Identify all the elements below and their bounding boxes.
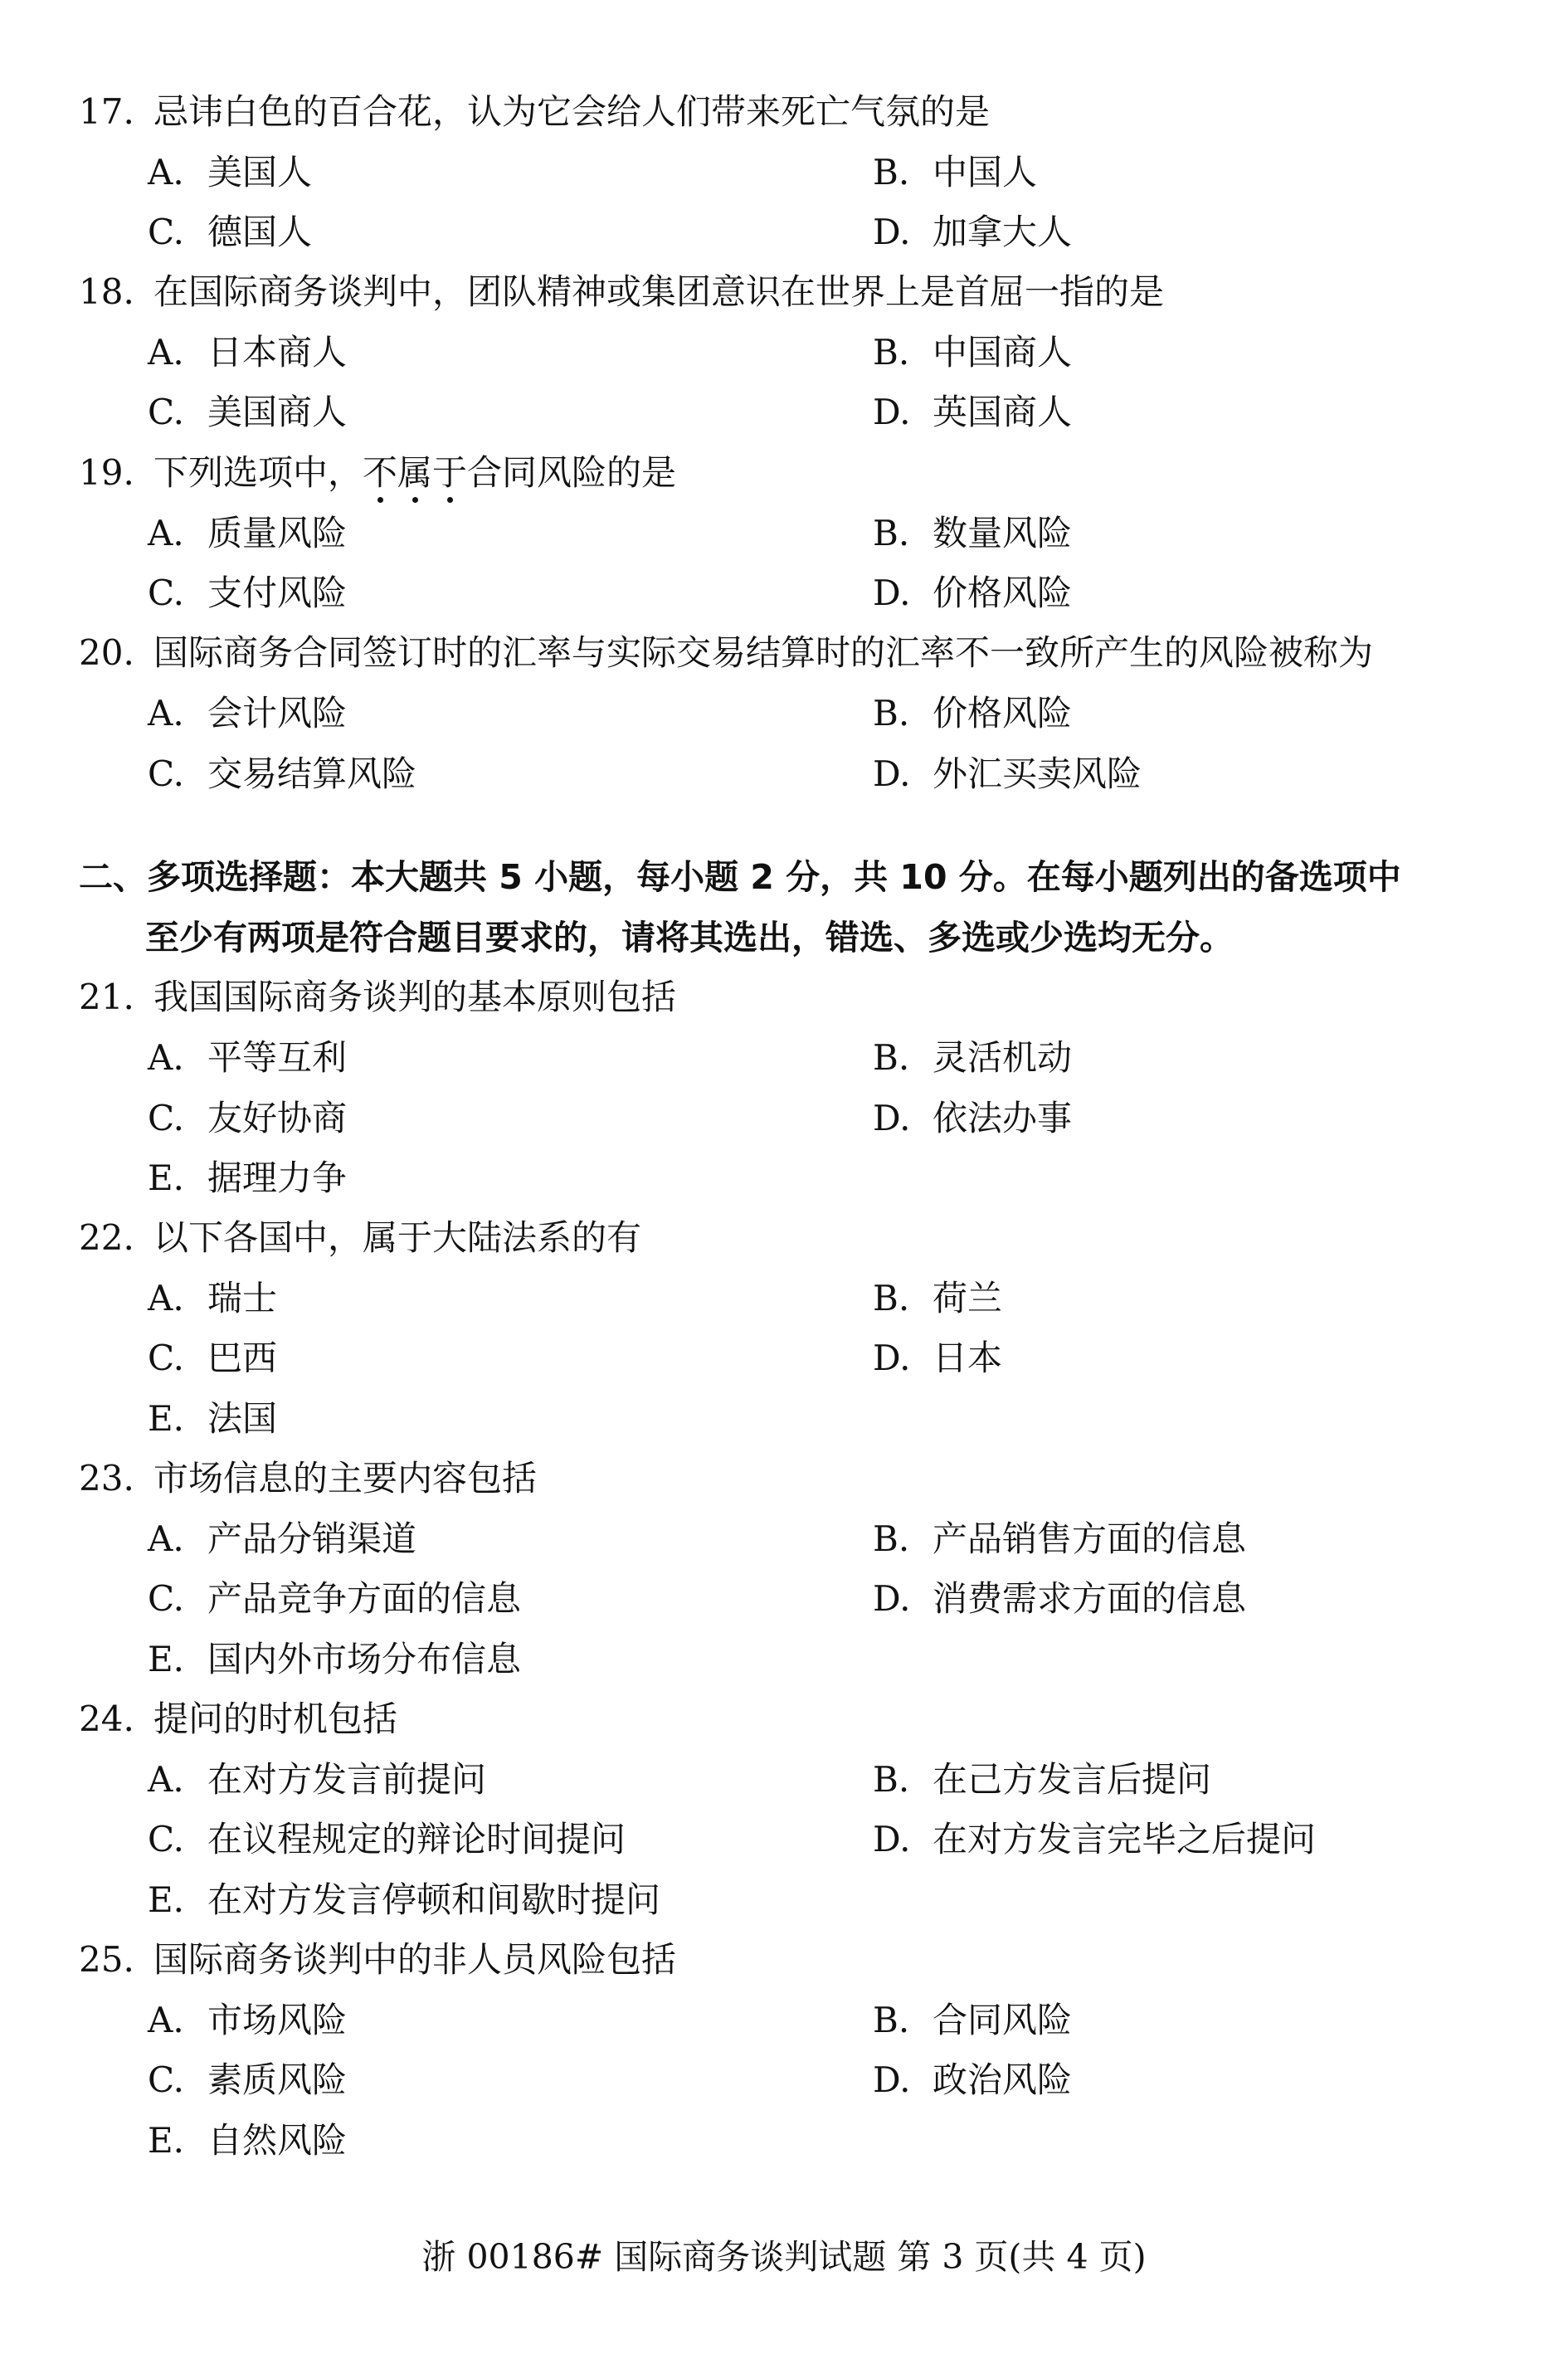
question-number: 24. <box>79 1698 134 1739</box>
question-stem-pre: 下列选项中， <box>153 452 363 493</box>
question-stem: 忌讳白色的百合花，认为它会给人们带来死亡气氛的是 <box>153 91 991 132</box>
section-heading: 二、多项选择题：本大题共 5 小题，每小题 2 分，共 10 分。在每小题列出的备选项中 <box>79 857 1401 897</box>
option-b: B. 数量风险 <box>873 513 1073 553</box>
question-stem: 国际商务合同签订时的汇率与实际交易结算时的汇率不一致所产生的风险被称为 <box>153 632 1374 673</box>
section-instructions: 至少有两项是符合题目要求的，请将其选出，错选、多选或少选均无分。 <box>145 918 1234 958</box>
question-number: 19. <box>79 452 134 493</box>
emphasis-text: 不属于 <box>363 452 467 493</box>
option-d: D. 消费需求方面的信息 <box>873 1578 1247 1619</box>
question-stem: 国际商务谈判中的非人员风险包括 <box>153 1939 677 1980</box>
option-c: C. 美国商人 <box>148 392 348 432</box>
question-number: 25. <box>79 1939 134 1980</box>
option-d: D. 依法办事 <box>873 1098 1073 1138</box>
emphasis-dots <box>363 497 467 505</box>
page-footer: 浙 00186# 国际商务谈判试题 第 3 页(共 4 页) <box>421 2237 1147 2277</box>
question-stem: 在国际商务谈判中，团队精神或集团意识在世界上是首屈一指的是 <box>153 271 1165 312</box>
question-21 <box>79 972 676 1022</box>
option-b: B. 中国人 <box>873 152 1038 193</box>
question-24 <box>79 1694 397 1744</box>
option-d: D. 在对方发言完毕之后提问 <box>873 1819 1317 1859</box>
option-c: C. 交易结算风险 <box>148 753 417 794</box>
question-number: 17. <box>79 91 134 132</box>
option-b: B. 价格风险 <box>873 693 1073 733</box>
option-e: E. 在对方发言停顿和间歇时提问 <box>148 1879 661 1920</box>
option-b: B. 中国商人 <box>873 332 1073 373</box>
question-25 <box>79 1935 676 1985</box>
option-d: D. 外汇买卖风险 <box>873 753 1142 794</box>
option-c: C. 德国人 <box>148 212 313 252</box>
question-stem: 我国国际商务谈判的基本原则包括 <box>153 977 677 1017</box>
option-d: D. 日本 <box>873 1338 1003 1378</box>
option-d: D. 英国商人 <box>873 392 1073 432</box>
question-stem: 以下各国中，属于大陆法系的有 <box>153 1217 642 1258</box>
option-c: C. 巴西 <box>148 1338 278 1378</box>
question-19 <box>79 448 676 498</box>
option-a: A. 日本商人 <box>148 332 348 373</box>
question-17 <box>79 87 990 137</box>
option-a: A. 产品分销渠道 <box>148 1518 417 1559</box>
question-stem: 市场信息的主要内容包括 <box>153 1458 538 1499</box>
option-e: E. 国内外市场分布信息 <box>148 1639 522 1679</box>
option-b: B. 灵活机动 <box>873 1037 1073 1078</box>
option-c: C. 产品竞争方面的信息 <box>148 1578 522 1619</box>
question-stem-post: 合同风险的是 <box>467 452 677 493</box>
option-a: A. 市场风险 <box>148 2000 348 2040</box>
option-d: D. 加拿大人 <box>873 212 1073 252</box>
option-b: B. 荷兰 <box>873 1278 1003 1318</box>
question-20 <box>79 628 1373 678</box>
option-c: C. 支付风险 <box>148 573 348 613</box>
option-a: A. 在对方发言前提问 <box>148 1759 487 1800</box>
question-number: 22. <box>79 1217 134 1258</box>
option-a: A. 平等互利 <box>148 1037 348 1078</box>
option-a: A. 会计风险 <box>148 693 348 733</box>
option-b: B. 合同风险 <box>873 2000 1073 2040</box>
option-d: D. 价格风险 <box>873 573 1073 613</box>
question-number: 20. <box>79 632 134 673</box>
option-b: B. 在己方发言后提问 <box>873 1759 1212 1800</box>
option-e: E. 法国 <box>148 1398 278 1439</box>
option-d: D. 政治风险 <box>873 2059 1073 2100</box>
question-22 <box>79 1213 641 1263</box>
question-stem: 提问的时机包括 <box>153 1698 398 1739</box>
option-b: B. 产品销售方面的信息 <box>873 1518 1247 1559</box>
option-a: A. 美国人 <box>148 152 313 193</box>
option-e: E. 据理力争 <box>148 1158 348 1198</box>
question-number: 21. <box>79 977 134 1017</box>
option-c: C. 友好协商 <box>148 1098 348 1138</box>
question-number: 23. <box>79 1458 134 1499</box>
question-18 <box>79 267 1164 317</box>
question-23 <box>79 1454 537 1504</box>
option-c: C. 素质风险 <box>148 2059 348 2100</box>
option-c: C. 在议程规定的辩论时间提问 <box>148 1819 626 1859</box>
question-number: 18. <box>79 271 134 312</box>
option-a: A. 质量风险 <box>148 513 348 553</box>
option-e: E. 自然风险 <box>148 2120 348 2161</box>
option-a: A. 瑞士 <box>148 1278 278 1318</box>
